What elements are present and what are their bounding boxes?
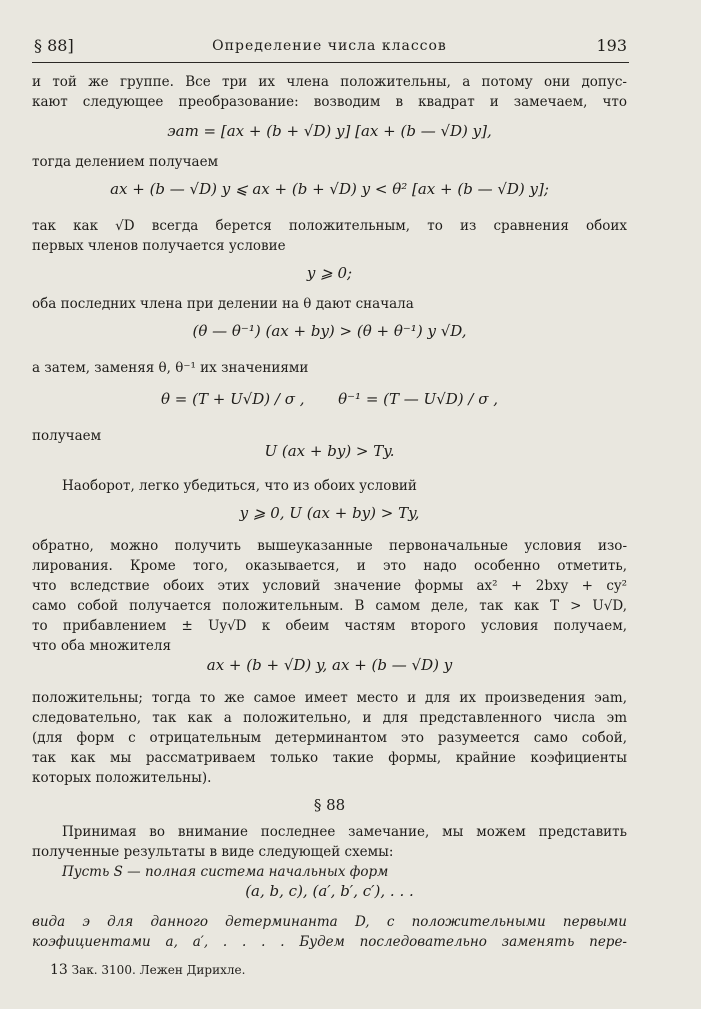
paragraph-2	[32, 152, 627, 172]
text-line: первых членов получается условие	[32, 238, 286, 254]
paragraph-9	[32, 688, 627, 788]
paragraph-11	[32, 912, 627, 952]
formula-7: y ⩾ 0, U (ax + by) > Ty,	[239, 504, 420, 522]
formula-9: (a, b, c), (a′, b′, c′), . . .	[245, 882, 414, 900]
paragraph-3	[32, 216, 627, 256]
formula-theta-inverse: θ⁻¹ = (T — U√D) / σ ,	[338, 390, 498, 408]
text-line: (для форм с отрицательным детерминантом это разумеется само собой,	[32, 730, 627, 746]
formula-theta: θ = (T + U√D) / σ ,	[160, 390, 305, 408]
text-line: полученные результаты в виде следующей схемы:	[32, 844, 394, 860]
text-line: что вследствие обоих этих условий значение формы ax² + 2bxy + cy²	[32, 578, 627, 594]
paragraph-1	[32, 72, 627, 112]
text-line: и той же группе. Все три их члена положительны, а потому они допус-	[32, 74, 627, 90]
text-line: которых положительны).	[32, 770, 212, 786]
section-reference: § 88]	[34, 36, 74, 55]
running-title: Определение числа классов	[212, 38, 447, 54]
formula-4: (θ — θ⁻¹) (ax + by) > (θ + θ⁻¹) y √D,	[192, 322, 467, 340]
text-line: кают следующее преобразование: возводим в квадрат и замечаем, что	[32, 94, 627, 110]
formula-1: эam = [ax + (b + √D) y] [ax + (b — √D) y],	[167, 122, 492, 140]
formula-5	[32, 390, 627, 408]
text-line: так как √D всегда берется положительным, то из сравнения обоих	[32, 218, 627, 234]
paragraph-7	[32, 476, 627, 496]
text-line: оба последних члена при делении на θ дают сначала	[32, 296, 414, 312]
text-line: а затем, заменяя θ, θ⁻¹ их значениями	[32, 360, 309, 376]
imprint-text: Зак. 3100. Лежен Дирихле.	[71, 963, 246, 977]
paragraph-5	[32, 358, 627, 378]
formula-6: U (ax + by) > Ty.	[264, 442, 395, 460]
text-line: коэфициентами a, a′, . . . . Будем последовательно заменять пере-	[32, 934, 627, 950]
section-heading: § 88	[313, 796, 346, 814]
text-line: следовательно, так как a положительно, и для представленного числа эm	[32, 710, 627, 726]
printer-imprint	[50, 962, 245, 978]
text-line: обратно, можно получить вышеуказанные первоначальные условия изо-	[32, 538, 627, 554]
text-line: положительны; тогда то же самое имеет место и для их произведения эam,	[32, 690, 627, 706]
page-number: 193	[596, 36, 627, 55]
running-header	[32, 36, 627, 60]
text-line: вида э для данного детерминанта D, с положительными первыми	[32, 914, 627, 930]
paragraph-8	[32, 536, 627, 656]
text-line: что оба множителя	[32, 638, 172, 654]
paragraph-10	[32, 822, 627, 882]
text-line: Принимая во внимание последнее замечание, мы можем представить	[62, 824, 627, 840]
text-line: то прибавлением ± Uy√D к обеим частям второго условия получаем,	[32, 618, 627, 634]
text-line: само собой получается положительным. В самом деле, так как T > U√D,	[32, 598, 627, 614]
text-line: лирования. Кроме того, оказывается, и это надо особенно отметить,	[32, 558, 627, 574]
formula-3: y ⩾ 0;	[306, 264, 353, 282]
text-line: Наоборот, легко убедиться, что из обоих условий	[62, 478, 417, 494]
header-rule	[32, 62, 629, 63]
signature-number: 13	[50, 962, 68, 978]
paragraph-4	[32, 294, 627, 314]
formula-8: ax + (b + √D) y, ax + (b — √D) y	[206, 656, 453, 674]
text-line: Пусть S — полная система начальных форм	[62, 864, 389, 880]
text-line: так как мы рассматриваем только такие формы, крайние коэфициенты	[32, 750, 627, 766]
text-line: тогда делением получаем	[32, 154, 219, 170]
text-line: получаем	[32, 428, 102, 444]
formula-2: ax + (b — √D) y ⩽ ax + (b + √D) y < θ² [ax + (b — √D) y];	[110, 180, 549, 198]
